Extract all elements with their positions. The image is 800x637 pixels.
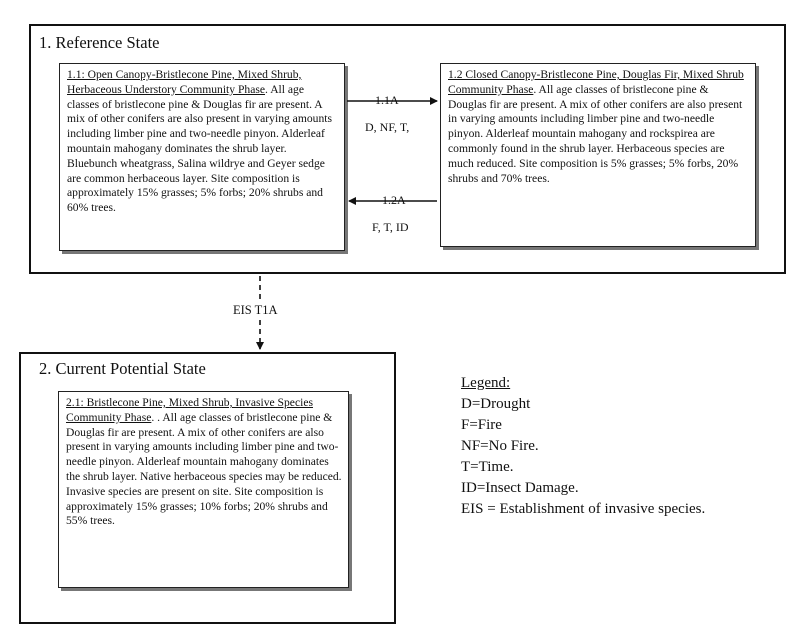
- state-transition-label: EIS T1A: [233, 303, 278, 317]
- phase-1-1-description: . All age classes of bristlecone pine & Douglas fir are present. A mix of other conifers are also present in varying amounts including limber pine and two-needle pinyon. Alderleaf mountain mahogany dominates the shrub layer. Bluebunch wheatgrass, Salina wildrye and Geyer sedge are common herbaceous layer. Site composition is approximately 15% grasses; 5% forbs; 20% shrubs and 60% trees.: [67, 82, 332, 215]
- phase-2-1-description: . . All age classes of bristlecone pine & Douglas fir are present. A mix of other conifers are also present in varying amounts including limber pine and two-needle pinyon. Alderleaf mountain mahogany dominates the shrub layer. Native herbaceous species may be reduced. Invasive species are present on site. Site composition is approximately 15% grasses; 10% forbs; 20% shrubs and 55% trees.: [66, 410, 342, 528]
- transition-1-2a-id: 1.2A: [382, 193, 406, 207]
- legend-title: Legend:: [461, 375, 511, 391]
- community-phase-2-1: [58, 391, 349, 588]
- phase-1-2-description: . All age classes of bristlecone pine & Douglas fir are present. A mix of other conifers are also present in varying amounts including limber pine and two-needle pinyon. Alderleaf mountain mahogany and rockspirea are commonly found in the shrub layer. Herbaceous species are much reduced. Site composition is 5% grasses; 5% forbs, 20% shrubs and 70% trees.: [448, 82, 743, 185]
- phase-1-2-name: 1.2 Closed Canopy-Bristlecone Pine, Douglas Fir, Mixed Shrub Community Phase: [448, 68, 744, 96]
- transition-1-1a-id: 1.1A: [375, 93, 399, 107]
- legend-item: ID=Insect Damage.: [461, 480, 579, 496]
- legend-item: T=Time.: [461, 459, 514, 475]
- legend-item: EIS = Establishment of invasive species.: [461, 501, 706, 517]
- legend: [461, 373, 781, 520]
- transition-1-1a-causes: D, NF, T,: [365, 120, 410, 134]
- phase-1-1-name: 1.1: Open Canopy-Bristlecone Pine, Mixed Shrub, Herbaceous Understory Community Phase: [67, 68, 302, 96]
- legend-item: D=Drought: [461, 396, 531, 412]
- legend-item: NF=No Fire.: [461, 438, 539, 454]
- transition-1-2a-causes: F, T, ID: [372, 220, 409, 234]
- legend-item: F=Fire: [461, 417, 502, 433]
- current-state-title: 2. Current Potential State: [39, 359, 206, 378]
- phase-2-1-name: 2.1: Bristlecone Pine, Mixed Shrub, Invasive Species Community Phase: [66, 396, 313, 424]
- reference-state-title: 1. Reference State: [39, 33, 160, 52]
